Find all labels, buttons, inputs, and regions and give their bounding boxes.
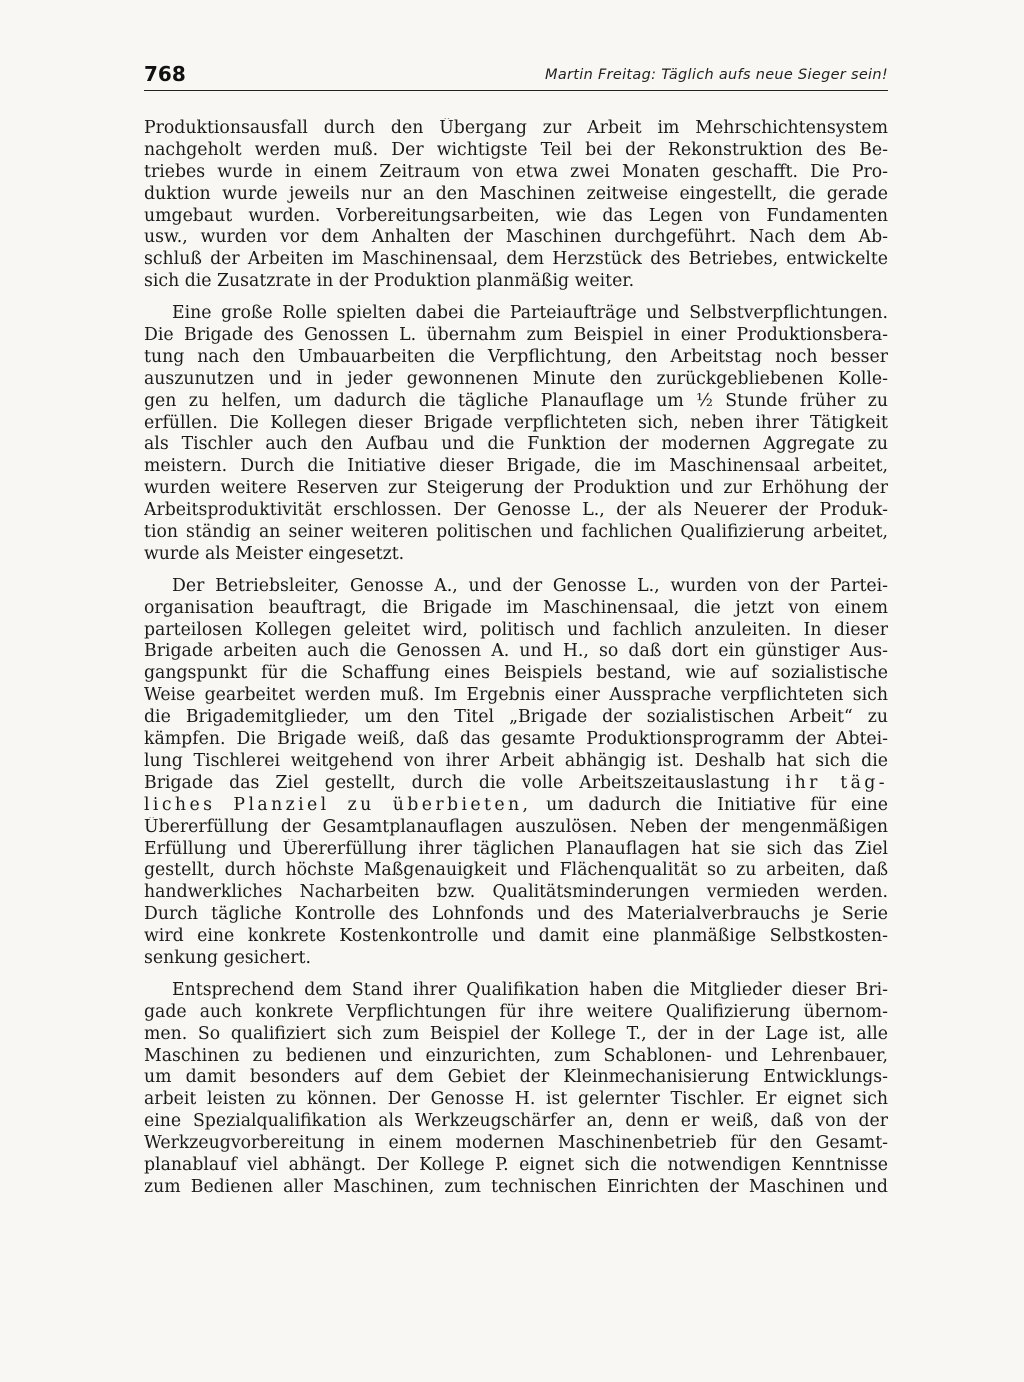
text-line: Produktionsausfall durch den Übergang zur Arbeit im Mehrschichtensystem bbox=[144, 118, 888, 138]
text-line: um damit besonders auf dem Gebiet der Kleinmechanisierung Entwicklungs- bbox=[144, 1067, 888, 1088]
text-line: wurden weitere Reserven zur Steigerung der Produktion und zur Erhöhung der bbox=[144, 478, 888, 499]
text-line: planablauf viel abhängt. Der Kollege P. eignet sich die notwendigen Kenntnisse bbox=[144, 1154, 888, 1175]
text-line: gestellt, durch höchste Maßgenauigkeit und Flächenqualität so zu arbeiten, daß bbox=[144, 860, 888, 881]
page-header bbox=[144, 62, 888, 91]
text-line: tung nach den Umbauarbeiten die Verpflichtung, den Arbeitstag noch besser bbox=[144, 346, 888, 367]
text-line: Die Brigade des Genossen L. übernahm zum Beispiel in einer Produktionsbera- bbox=[144, 325, 888, 346]
text-line: usw., wurden vor dem Anhalten der Maschinen durchgeführt. Nach dem Ab- bbox=[144, 227, 888, 248]
text-line: sich die Zusatzrate in der Produktion planmäßig weiter. bbox=[144, 271, 635, 292]
text-line: Der Betriebsleiter, Genosse A., und der Genosse L., wurden von der Partei- bbox=[172, 575, 888, 596]
text-line: Brigade arbeiten auch die Genossen A. und H., so daß dort ein günstiger Aus- bbox=[144, 641, 888, 662]
text-line: Durch tägliche Kontrolle des Lohnfonds und des Materialverbrauchs je Serie bbox=[144, 904, 888, 925]
text-line: Übererfüllung der Gesamtplanauflagen auszulösen. Neben der mengenmäßigen bbox=[144, 816, 888, 837]
text-line: lung Tischlerei weitgehend von ihrer Arbeit abhängig ist. Deshalb hat sich die bbox=[144, 750, 888, 771]
text-line-mixed bbox=[144, 773, 888, 795]
text-line: handwerkliches Nacharbeiten bzw. Qualitätsminderungen vermieden werden. bbox=[144, 882, 888, 903]
paragraph-3 bbox=[144, 576, 888, 970]
text-line: Eine große Rolle spielten dabei die Parteiaufträge und Selbstverpflichtungen. bbox=[172, 303, 888, 324]
text-line: wird eine konkrete Kostenkontrolle und damit eine planmäßige Selbstkosten- bbox=[144, 926, 888, 947]
text-line: nachgeholt werden muß. Der wichtigste Teil bei der Rekonstruktion des Be- bbox=[144, 139, 888, 160]
text-line: organisation beauftragt, die Brigade im Maschinensaal, die jetzt von einem bbox=[144, 597, 888, 618]
text-line: als Tischler auch den Aufbau und die Funktion der modernen Aggregate zu bbox=[144, 434, 888, 455]
text-line: gade auch konkrete Verpflichtungen für ihre weitere Qualifizierung übernom- bbox=[144, 1001, 888, 1022]
text-line: tion ständig an seiner weiteren politischen und fachlichen Qualifizierung arbeitet, bbox=[144, 522, 888, 543]
spaced-emphasis: ihr täg- bbox=[785, 772, 888, 793]
page-number: 768 bbox=[144, 62, 186, 86]
text-line: auszunutzen und in jeder gewonnenen Minute den zurückgebliebenen Kolle- bbox=[144, 368, 888, 389]
text-line: Weise gearbeitet werden muß. Im Ergebnis einer Aussprache verpflichteten sich bbox=[144, 685, 888, 706]
text-line: men. So qualifiziert sich zum Beispiel der Kollege T., der in der Lage ist, alle bbox=[144, 1023, 888, 1044]
paragraph-1 bbox=[144, 118, 888, 293]
text-line: Werkzeugvorbereitung in einem modernen Maschinenbetrieb für den Gesamt- bbox=[144, 1133, 888, 1154]
text-line: gen zu helfen, um dadurch die tägliche Planauflage um ½ Stunde früher zu bbox=[144, 390, 888, 411]
running-head: Martin Freitag: Täglich aufs neue Sieger sein! bbox=[545, 67, 888, 83]
text-line: triebes wurde in einem Zeitraum von etwa zwei Monaten geschafft. Die Pro- bbox=[144, 161, 888, 182]
text-line: Erfüllung und Übererfüllung ihrer täglichen Planauflagen hat sie sich das Ziel bbox=[144, 838, 888, 859]
text-line: umgebaut wurden. Vorbereitungsarbeiten, wie das Legen von Fundamenten bbox=[144, 205, 888, 226]
text-line: erfüllen. Die Kollegen dieser Brigade verpflichteten sich, neben ihrer Tätigkeit bbox=[144, 412, 888, 433]
text-line: wurde als Meister eingesetzt. bbox=[144, 543, 405, 564]
text-line: schluß der Arbeiten im Maschinensaal, dem Herzstück des Betriebes, entwickelte bbox=[144, 249, 888, 270]
text-segment: Brigade das Ziel gestellt, durch die volle Arbeitszeitauslastung bbox=[144, 772, 770, 793]
text-line: arbeit leisten zu können. Der Genosse H. ist gelernter Tischler. Er eignet sich bbox=[144, 1089, 888, 1110]
text-line: senkung gesichert. bbox=[144, 947, 311, 968]
text-line: zum Bedienen aller Maschinen, zum technischen Einrichten der Maschinen und bbox=[144, 1176, 888, 1197]
text-line: meistern. Durch die Initiative dieser Brigade, die im Maschinensaal arbeitet, bbox=[144, 456, 888, 477]
text-line: die Brigademitglieder, um den Titel „Brigade der sozialistischen Arbeit“ zu bbox=[144, 707, 888, 728]
text-line: kämpfen. Die Brigade weiß, daß das gesamte Produktionsprogramm der Abtei- bbox=[144, 729, 888, 750]
text-line: parteilosen Kollegen geleitet wird, politisch und fachlich anzuleiten. In dieser bbox=[144, 619, 888, 640]
text-line: Entsprechend dem Stand ihrer Qualifikation haben die Mitglieder dieser Bri- bbox=[172, 979, 888, 1000]
text-line-mixed bbox=[144, 795, 888, 817]
text-line: eine Spezialqualifikation als Werkzeugschärfer an, denn er weiß, daß von der bbox=[144, 1111, 888, 1132]
text-segment: um dadurch die Initiative für eine bbox=[546, 794, 888, 815]
paragraph-2 bbox=[144, 303, 888, 566]
text-line: Maschinen zu bedienen und einzurichten, zum Schablonen- und Lehrenbauer, bbox=[144, 1045, 888, 1066]
spaced-emphasis: liches Planziel zu überbieten, bbox=[144, 794, 532, 815]
text-line: duktion wurde jeweils nur an den Maschinen zeitweise eingestellt, die gerade bbox=[144, 183, 888, 204]
paragraph-4 bbox=[144, 980, 888, 1199]
text-line: Arbeitsproduktivität erschlossen. Der Genosse L., der als Neuerer der Produk- bbox=[144, 500, 888, 521]
text-line: gangspunkt für die Schaffung eines Beispiels bestand, wie auf sozialistische bbox=[144, 663, 888, 684]
body-text bbox=[144, 118, 888, 1199]
